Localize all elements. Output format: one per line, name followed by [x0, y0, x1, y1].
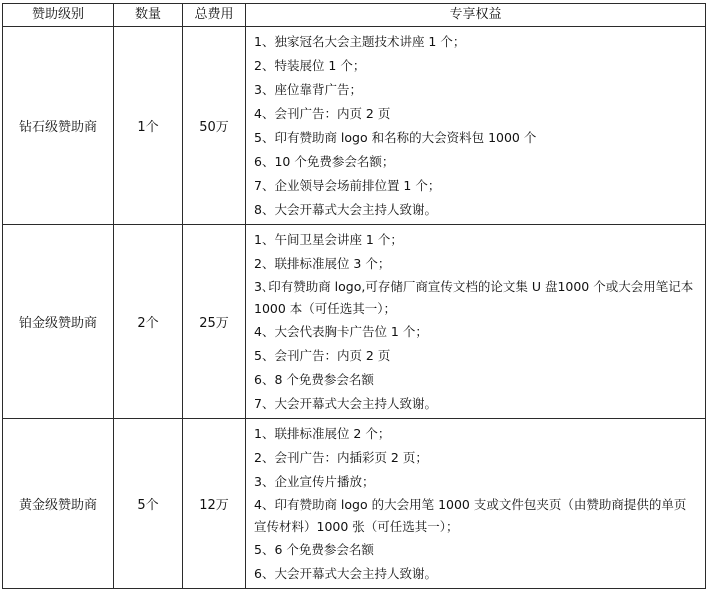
header-benefits: 专享权益 — [246, 4, 706, 27]
benefit-item: 7、企业领导会场前排位置 1 个； — [254, 178, 441, 193]
cell-benefits — [246, 27, 706, 225]
benefit-item: 6、8 个免费参会名额 — [254, 372, 374, 387]
cell-total-fee: 25万 — [183, 225, 246, 419]
cell-benefits — [246, 419, 706, 589]
benefit-item: 5、6 个免费参会名额 — [254, 542, 374, 557]
cell-level: 黄金级赞助商 — [3, 419, 114, 589]
header-level: 赞助级别 — [3, 4, 114, 27]
header-quantity: 数量 — [114, 4, 183, 27]
header-total-fee: 总费用 — [183, 4, 246, 27]
cell-level: 钻石级赞助商 — [3, 27, 114, 225]
benefit-item: 3､印有赞助商 logo,可存储厂商宣传文档的论文集 U 盘1000 个或大会用笔记本 1000 本（可任选其一）； — [254, 279, 694, 316]
cell-total-fee: 12万 — [183, 419, 246, 589]
cell-quantity: 5个 — [114, 419, 183, 589]
benefit-item: 6、大会开幕式大会主持人致谢。 — [254, 566, 437, 581]
benefit-item: 3、企业宣传片播放； — [254, 474, 375, 489]
benefit-item: 5、会刊广告：内页 2 页 — [254, 348, 391, 363]
benefit-item: 2、联排标准展位 3 个； — [254, 256, 391, 271]
benefit-item: 4、大会代表胸卡广告位 1 个； — [254, 324, 428, 339]
cell-benefits — [246, 225, 706, 419]
benefit-item: 1、午间卫星会讲座 1 个； — [254, 232, 403, 247]
header-row — [3, 4, 706, 27]
benefit-item: 7、大会开幕式大会主持人致谢。 — [254, 396, 437, 411]
benefit-item: 8、大会开幕式大会主持人致谢。 — [254, 202, 437, 217]
benefit-item: 1、联排标准展位 2 个； — [254, 426, 391, 441]
table-row-gold — [3, 419, 706, 589]
benefit-item: 3、座位靠背广告； — [254, 82, 362, 97]
benefit-item: 5、印有赞助商 logo 和名称的大会资料包 1000 个 — [254, 130, 537, 145]
table-row-diamond — [3, 27, 706, 225]
benefit-item: 2、会刊广告：内插彩页 2 页； — [254, 450, 428, 465]
cell-quantity: 2个 — [114, 225, 183, 419]
benefit-item: 4、会刊广告：内页 2 页 — [254, 106, 391, 121]
cell-quantity: 1个 — [114, 27, 183, 225]
benefit-item: 2、特装展位 1 个； — [254, 58, 366, 73]
sponsorship-table — [2, 3, 706, 589]
cell-total-fee: 50万 — [183, 27, 246, 225]
benefit-item: 1、独家冠名大会主题技术讲座 1 个； — [254, 34, 466, 49]
table-row-platinum — [3, 225, 706, 419]
benefit-item: 6、10 个免费参会名额； — [254, 154, 395, 169]
cell-level: 铂金级赞助商 — [3, 225, 114, 419]
benefit-item: 4、印有赞助商 logo 的大会用笔 1000 支或文件包夹页（由赞助商提供的单页宣传材料）1000 张（可任选其一）； — [254, 497, 687, 534]
